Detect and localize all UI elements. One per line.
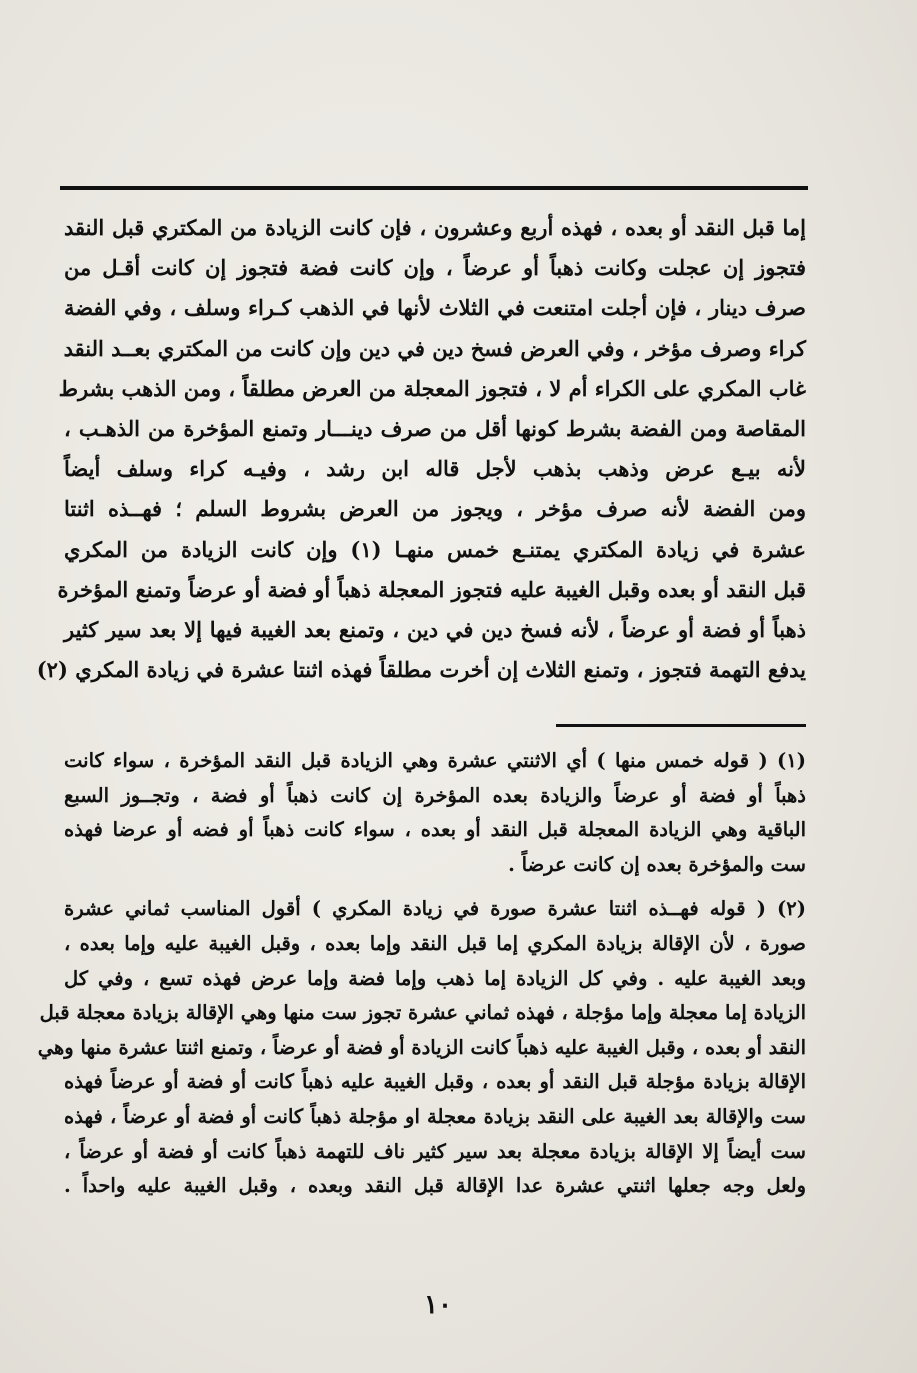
main-text-line: ومن الفضة لأنه صرف مؤخر ، ويجوز من العرض بشروط السلم ؛ فهــذه اثنتا (64, 496, 806, 522)
footnote-line: ذهباً أو فضة أو عرضاً والزيادة بعده المؤخرة إن كانت ذهباً أو فضة ، وتجــوز السبع (64, 783, 806, 807)
footnote-line: الباقية وهي الزيادة المعجلة قبل النقد أو بعده ، سواء كانت ذهباً أو فضه أو عرضا فهذه (64, 818, 806, 842)
main-text-line: إما قبل النقد أو بعده ، فهذه أربع وعشرون ، فإن كانت الزيادة من المكتري قبل النقد (64, 215, 806, 240)
main-text-line: لأنه بيـع عرض وذهب بذهب لأجل قاله ابن رشد ، وفيـه كراء وسلف أيضاً (64, 456, 806, 482)
main-text-line: المقاصة ومن الفضة بشرط كونها أقل من صرف دينـــار وتمنع المؤخرة من الذهـب ، (64, 415, 806, 441)
main-text-line: يدفع التهمة فتجوز ، وتمنع الثلاث إن أخرت مطلقاً فهذه اثنتا عشرة في زيادة المكري (٢) (36, 657, 806, 683)
footnote-1 (64, 744, 806, 882)
footnotes-block (37, 744, 806, 1204)
footnote-line: (١) ( قوله خمس منها ) أي الاثنتي عشرة وهي الزيادة قبل النقد المؤخرة ، سواء كانت (64, 749, 806, 772)
footnote-separator (556, 724, 806, 727)
main-text-line: عشرة في زيادة المكتري يمتنـع خمس منهـا (١) وإن كانت الزيادة من المكري (64, 536, 806, 562)
header-rule (60, 186, 808, 190)
page-number: ١٠ (424, 1290, 452, 1320)
footnote-line: وبعد الغيبة عليه . وفي كل الزيادة إما ذهب وإما فضة وإما عرض فهذه تسع ، وفي كل (64, 966, 806, 990)
footnote-last-line: ست والمؤخرة بعده إن كانت عرضاً . (508, 852, 806, 876)
main-text-block (36, 208, 806, 690)
footnote-line: ست أيضاً إلا الإقالة بزيادة معجلة بعد سير كثير ناف للتهمة ذهباً كانت أو فضة أو عرضاً ، (64, 1139, 806, 1163)
footnote-2 (37, 892, 806, 1203)
footnote-line: ولعل وجه جعلها اثنتي عشرة عدا الإقالة قبل النقد وبعده ، وقبل الغيبة عليه واحداً . (64, 1174, 806, 1198)
main-text-line: قبل النقد أو بعده وقبل الغيبة عليه فتجوز المعجلة ذهباً أو فضة أو عرضاً وتمنع المؤخرة (57, 576, 806, 602)
main-text-line: ذهباً أو فضة أو عرضاً ، لأنه فسخ دين في دين ، وتمنع بعد الغيبة فيها إلا بعد سير كثير (64, 616, 806, 642)
footnote-line: الإقالة بزيادة مؤجلة قبل النقد أو بعده ، وقبل الغيبة عليه ذهباً كانت أو فضة أو عرضاً فهذه (64, 1070, 806, 1094)
main-text-line: فتجوز إن عجلت وكانت ذهباً أو عرضاً ، وإن كانت فضة فتجوز إن كانت أقـل من (64, 255, 806, 281)
main-text-line: غاب المكري على الكراء أم لا ، فتجوز المعجلة من العرض مطلقاً ، ومن الذهب بشرط (58, 375, 806, 401)
main-text-line: كراء وصرف مؤخر ، وفي العرض فسخ دين في دين وإن كانت من المكتري بعــد النقد (63, 335, 806, 361)
footnote-line: (٢) ( قوله فهــذه اثنتا عشرة صورة في زيادة المكري ) أقول المناسب ثماني عشرة (64, 897, 806, 921)
main-text-line: صرف دينار ، فإن أجلت امتنعت في الثلاث لأنها في الذهب كـراء وسلف ، وفي الفضة (64, 295, 806, 321)
footnote-line: صورة ، لأن الإقالة بزيادة المكري إما قبل النقد وإما بعده ، وقبل الغيبة عليه وإما بعده ، (64, 931, 806, 955)
footnote-line: ست والإقالة بعد الغيبة على النقد بزيادة معجلة او مؤجلة ذهباً كانت أو فضة أو عرضاً ، فهذه (64, 1104, 806, 1128)
footnote-line: الزيادة إما معجلة وإما مؤجلة ، فهذه ثماني عشرة تجوز ست منها وهي الإقالة بزيادة معجلة قبل (39, 1001, 806, 1025)
footnote-line: النقد أو بعده ، وقبل الغيبة عليه ذهباً كانت الزيادة أو فضة أو عرضاً ، وتمنع اثنتا عشرة منها وهي (37, 1035, 806, 1059)
